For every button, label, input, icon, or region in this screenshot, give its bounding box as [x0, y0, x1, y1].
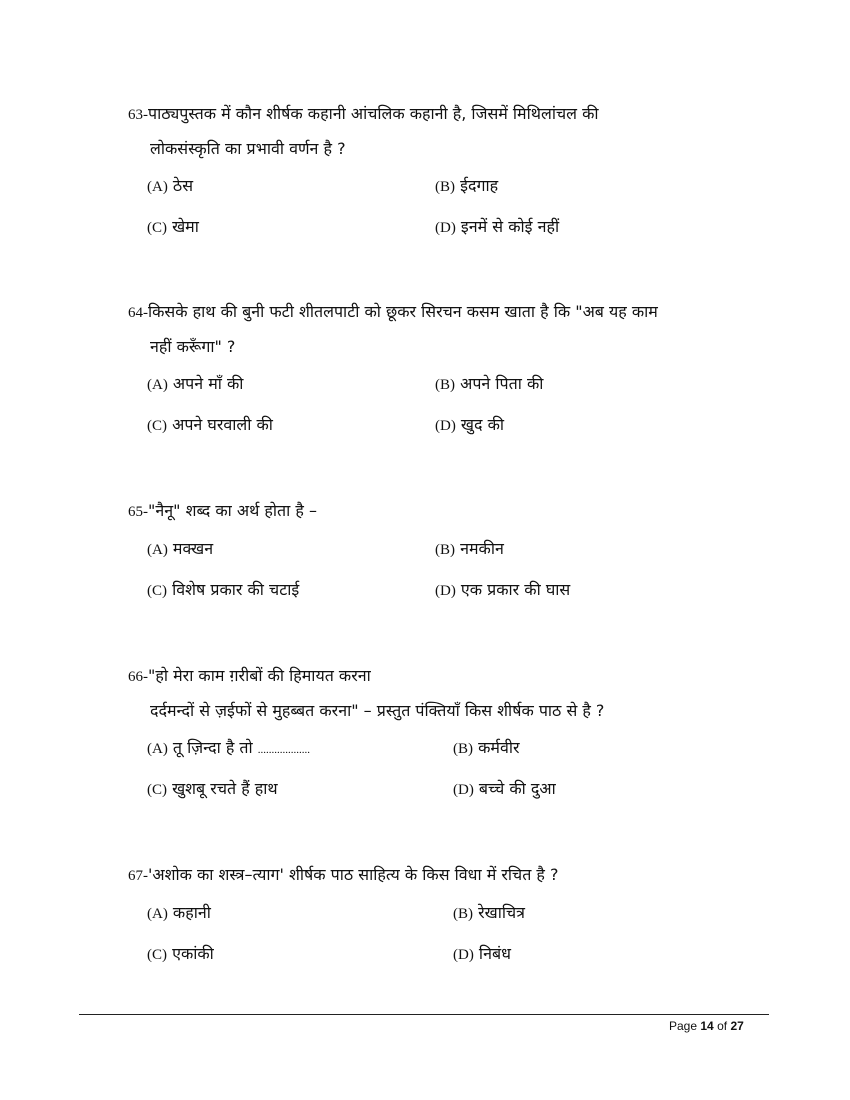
question-number: 67-: [128, 868, 148, 884]
footer-current-page: 14: [700, 1019, 714, 1033]
question-number: 64-: [128, 305, 148, 321]
option-letter: (B): [435, 179, 455, 195]
option-text: बच्चे की दुआ: [478, 779, 556, 798]
option-letter: (A): [147, 377, 168, 393]
option-blank-dots: ...................: [257, 744, 311, 756]
option-text: अपने माँ की: [172, 374, 244, 393]
option-text: खुशबू रचते हैं हाथ: [172, 779, 278, 798]
question-line-1: पाठ्यपुस्तक में कौन शीर्षक कहानी आंचलिक कहानी है, जिसमें मिथिलांचल की: [148, 104, 599, 123]
option-text: ईदगाह: [460, 176, 499, 195]
option-text: अपने पिता की: [460, 374, 544, 393]
footer-of-word: of: [717, 1019, 728, 1033]
question-text: [128, 858, 750, 893]
option-d: [435, 213, 559, 242]
question-number: 63-: [128, 107, 148, 123]
option-letter: (C): [147, 782, 167, 798]
option-letter: (B): [453, 741, 473, 757]
option-text: रेखाचित्र: [478, 903, 526, 922]
option-letter: (C): [147, 583, 167, 599]
option-row: [128, 940, 750, 981]
option-text: ठेस: [172, 176, 194, 195]
option-a: [147, 734, 310, 764]
options: [128, 899, 750, 981]
option-letter: (D): [435, 220, 456, 236]
option-b: [453, 734, 520, 763]
question-line-2: लोकसंस्कृति का प्रभावी वर्णन है ?: [150, 139, 346, 158]
option-a: [147, 535, 213, 564]
question-text: [128, 659, 750, 694]
question-line-1: "हो मेरा काम ग़रीबों की हिमायत करना: [148, 666, 371, 685]
options: [128, 535, 750, 617]
page-footer: [669, 1019, 744, 1033]
option-letter: (D): [453, 947, 474, 963]
option-text: एकांकी: [172, 944, 214, 963]
option-b: [435, 172, 498, 201]
option-d: [435, 411, 504, 440]
option-c: [147, 940, 214, 969]
option-letter: (C): [147, 418, 167, 434]
question-number: 66-: [128, 669, 148, 685]
option-row: [128, 899, 750, 940]
option-letter: (C): [147, 220, 167, 236]
option-c: [147, 775, 278, 804]
option-text: एक प्रकार की घास: [460, 580, 571, 599]
option-row: [128, 411, 750, 452]
question-text: [128, 494, 750, 529]
option-a: [147, 172, 193, 201]
option-a: [147, 370, 243, 399]
options: [128, 370, 750, 452]
question-line-2: नहीं करूँगा" ?: [150, 337, 236, 356]
option-c: [147, 576, 299, 605]
option-text: मक्खन: [172, 539, 214, 558]
option-b: [453, 899, 525, 928]
footer-total-pages: 27: [730, 1019, 744, 1033]
option-text: तू ज़िन्दा है तो: [172, 738, 253, 757]
option-c: [147, 213, 199, 242]
option-text: विशेष प्रकार की चटाई: [172, 580, 300, 599]
question-line-1: किसके हाथ की बुनी फटी शीतलपाटी को छूकर सिरचन कसम खाता है कि "अब यह काम: [148, 302, 658, 321]
question-67: [128, 858, 750, 981]
question-63: [128, 97, 750, 254]
question-number: 65-: [128, 504, 148, 520]
question-66: [128, 659, 750, 816]
question-text: [128, 97, 750, 132]
option-letter: (D): [435, 583, 456, 599]
option-row: [128, 734, 750, 775]
footer-divider: [79, 1014, 769, 1015]
options: [128, 172, 750, 254]
question-64: [128, 295, 750, 452]
option-d: [453, 940, 511, 969]
option-letter: (B): [435, 377, 455, 393]
question-line-2: दर्दमन्दों से ज़ईफों से मुहब्बत करना" – प्रस्तुत पंक्तियाँ किस शीर्षक पाठ से है ?: [150, 701, 605, 720]
option-d: [453, 775, 556, 804]
question-line-1: 'अशोक का शस्त्र–त्याग' शीर्षक पाठ साहित्य के किस विधा में रचित है ?: [148, 865, 559, 884]
option-row: [128, 775, 750, 816]
option-text: निबंध: [478, 944, 511, 963]
option-b: [435, 535, 504, 564]
option-letter: (B): [435, 542, 455, 558]
footer-page-word: Page: [669, 1019, 698, 1033]
option-letter: (A): [147, 906, 168, 922]
question-line-1: "नैनू" शब्द का अर्थ होता है –: [148, 501, 317, 520]
option-text: कहानी: [172, 903, 211, 922]
options: [128, 734, 750, 816]
option-letter: (A): [147, 542, 168, 558]
option-row: [128, 576, 750, 617]
option-text: कर्मवीर: [478, 738, 520, 757]
option-letter: (D): [435, 418, 456, 434]
option-letter: (B): [453, 906, 473, 922]
option-a: [147, 899, 211, 928]
option-text: अपने घरवाली की: [172, 415, 273, 434]
option-letter: (D): [453, 782, 474, 798]
question-65: [128, 494, 750, 617]
option-row: [128, 535, 750, 576]
option-letter: (C): [147, 947, 167, 963]
option-letter: (A): [147, 741, 168, 757]
option-text: खेमा: [172, 217, 199, 236]
option-text: नमकीन: [460, 539, 504, 558]
option-d: [435, 576, 570, 605]
question-text: [128, 295, 750, 330]
option-row: [128, 370, 750, 411]
option-row: [128, 213, 750, 254]
option-b: [435, 370, 543, 399]
option-row: [128, 172, 750, 213]
option-c: [147, 411, 273, 440]
option-text: इनमें से कोई नहीं: [460, 217, 560, 236]
option-letter: (A): [147, 179, 168, 195]
option-text: खुद की: [460, 415, 505, 434]
